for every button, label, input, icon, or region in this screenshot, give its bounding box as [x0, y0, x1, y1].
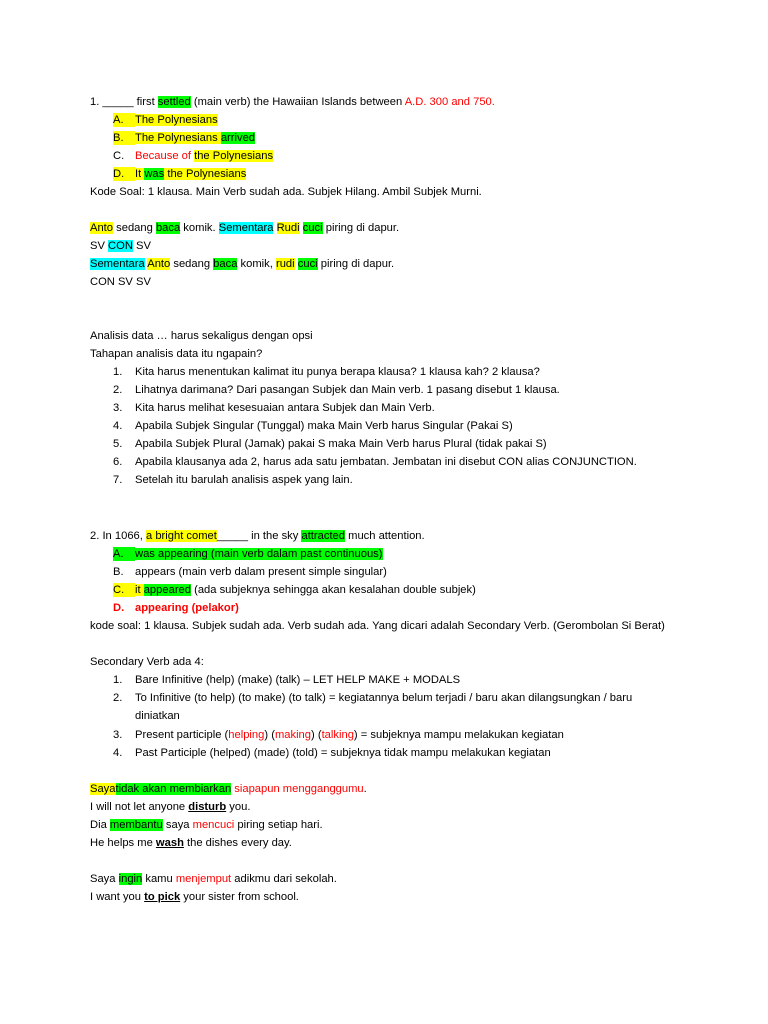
example4-en — [90, 890, 299, 904]
q1-a-label: A. — [113, 113, 135, 127]
secondary-n1: 1. — [113, 674, 123, 686]
e3-kamu: kamu — [142, 873, 176, 885]
secondary-item-2-cont: diniatkan — [135, 710, 180, 722]
q2-attracted: attracted — [301, 530, 346, 542]
secondary-t3-tail: ) = subjeknya mampu melakukan kegiatan — [353, 729, 564, 741]
e3-saya: Saya — [90, 873, 119, 885]
q1-d-text: the Polynesians — [167, 168, 247, 180]
e3-ingin: ingin — [118, 873, 143, 885]
analisis-step — [113, 383, 560, 397]
q2-c-label: C. — [113, 583, 135, 597]
e3-en-verb: to pick — [144, 891, 181, 903]
q2-c-tail: (ada subjeknya sehingga akan kesalahan double subjek) — [190, 584, 476, 596]
secondary-t1: Bare Infinitive (help) (make) (talk) – LET HELP MAKE + MODALS — [135, 674, 461, 686]
q1-prefix: 1. _____ first — [90, 96, 158, 108]
secondary-t4: Past Participle (helped) (made) (told) = subjeknya tidak mampu melakukan kegiatan — [135, 747, 551, 759]
analisis-step-number: 5. — [113, 438, 123, 450]
ex1-sv2: SV — [132, 240, 151, 252]
analisis-step-number: 1. — [113, 366, 123, 378]
example2-en — [90, 800, 250, 814]
q1-mid: (main verb) the Hawaiian Islands between — [190, 96, 405, 108]
q2-stem — [90, 529, 425, 543]
ex1-l3-sedang: sedang — [170, 258, 214, 270]
ex1-komik: komik. — [180, 222, 219, 234]
e1-dot: . — [363, 783, 367, 795]
e2-dia: Dia — [90, 819, 110, 831]
e1-en-verb: disturb — [188, 801, 227, 813]
analisis-step-number: 3. — [113, 402, 123, 414]
secondary-n4: 4. — [113, 747, 123, 759]
q1-c-because: Because of — [135, 150, 191, 162]
e3-en-pre: I want you — [90, 891, 145, 903]
secondary-title: Secondary Verb ada 4: — [90, 656, 204, 668]
ex1-l3-cuci: cuci — [297, 258, 318, 270]
q2-prefix: 2. In 1066, — [90, 530, 146, 542]
ex1-sedang: sedang — [113, 222, 156, 234]
q2-option-c — [113, 583, 476, 597]
analisis-step-text: Setelah itu barulah analisis aspek yang lain. — [135, 474, 353, 486]
q1-stem — [90, 95, 495, 109]
secondary-making: making — [274, 729, 312, 741]
analisis-step-number: 4. — [113, 420, 123, 432]
e2-mencuci: mencuci — [192, 819, 235, 831]
e3-en-tail: your sister from school. — [180, 891, 299, 903]
secondary-s2: ) ( — [311, 729, 322, 741]
e2-saya: saya — [162, 819, 193, 831]
analisis-step-text: Kita harus menentukan kalimat itu punya berapa klausa? 1 klausa kah? 2 klausa? — [135, 366, 540, 378]
ex1-l3-rudi: rudi — [275, 258, 295, 270]
analisis-step-text: Apabila Subjek Singular (Tunggal) maka Main Verb harus Singular (Pakai S) — [135, 420, 513, 432]
q1-b-text: The Polynesians — [135, 132, 218, 144]
example2-id — [90, 782, 367, 796]
q1-b-verb: arrived — [220, 132, 256, 144]
e1-tidak: tidak akan membiarkan — [115, 783, 232, 795]
analisis-step — [113, 473, 353, 487]
analisis-intro2: Tahapan analisis data itu ngapain? — [90, 348, 263, 360]
ex1-tail: piring di dapur. — [322, 222, 400, 234]
e2-en-tail: the dishes every day. — [183, 837, 292, 849]
analisis-step — [113, 437, 547, 451]
example1-pattern2: CON SV SV — [90, 276, 151, 288]
secondary-t2a: To Infinitive (to help) (to make) (to talk) = kegiatannya belum terjadi / baru akan dilangsungkan / baru — [135, 692, 633, 704]
q1-option-a — [113, 113, 218, 127]
analisis-step — [113, 455, 637, 469]
example1-line2 — [90, 257, 394, 271]
q1-option-d — [113, 167, 246, 181]
q1-c-text: the Polynesians — [194, 150, 274, 162]
analisis-step-text: Kita harus melihat kesesuaian antara Subjek dan Main Verb. — [135, 402, 435, 414]
e1-en-tail: you. — [226, 801, 251, 813]
analisis-step-number: 6. — [113, 456, 123, 468]
e2-en-pre: He helps me — [90, 837, 156, 849]
q2-kode: kode soal: 1 klausa. Subjek sudah ada. Verb sudah ada. Yang dicari adalah Secondary Verb. (Gerombolan Si Berat) — [90, 620, 665, 632]
q2-b-text: appears (main verb dalam present simple singular) — [135, 566, 387, 578]
q2-c-it: it — [135, 584, 141, 596]
q2-option-a — [113, 547, 383, 561]
ex1-baca: baca — [155, 222, 181, 234]
analisis-step-text: Lihatnya darimana? Dari pasangan Subjek dan Main verb. 1 pasang disebut 1 klausa. — [135, 384, 560, 396]
e2-tail: piring setiap hari. — [234, 819, 323, 831]
ex1-cuci: cuci — [302, 222, 323, 234]
ex1-anto: Anto — [90, 222, 114, 234]
q1-c-label: C. — [113, 150, 125, 162]
example4-id — [90, 872, 337, 886]
secondary-item-2 — [113, 691, 632, 705]
q1-d-it: It — [135, 168, 142, 180]
q1-a-text: The Polynesians — [135, 114, 218, 126]
analisis-step-number: 2. — [113, 384, 123, 396]
e3-menjemput: menjemput — [175, 873, 232, 885]
example1-line1 — [90, 221, 399, 235]
e2-en-verb: wash — [155, 837, 184, 849]
e1-en-pre: I will not let anyone — [90, 801, 189, 813]
q1-dates: A.D. 300 and 750. — [404, 96, 495, 108]
e1-saya: Saya — [90, 783, 116, 795]
example3-en — [90, 836, 292, 850]
q1-d-was: was — [144, 168, 165, 180]
e3-tail: adikmu dari sekolah. — [231, 873, 337, 885]
q2-c-appeared: appeared — [143, 584, 191, 596]
q1-option-c — [113, 149, 273, 163]
q1-settled: settled — [157, 96, 191, 108]
analisis-step-text: Apabila Subjek Plural (Jamak) pakai S maka Main Verb harus Plural (tidak pakai S) — [135, 438, 547, 450]
ex1-l3-komik: komik, — [237, 258, 276, 270]
q2-a-text: was appearing (main verb dalam past continuous) — [135, 548, 383, 560]
e1-red: siapapun mengganggumu — [234, 783, 364, 795]
q2-a-label: A. — [113, 547, 135, 561]
q2-b-label: B. — [113, 566, 124, 578]
secondary-item-4 — [113, 746, 551, 760]
analisis-step-number: 7. — [113, 474, 123, 486]
ex1-l3-sementara: Sementara — [90, 258, 145, 270]
q2-option-d — [113, 601, 239, 615]
secondary-item-3 — [113, 728, 564, 742]
q2-d-label: D. — [113, 602, 125, 614]
secondary-s1: ) ( — [264, 729, 275, 741]
q1-b-label: B. — [113, 131, 135, 145]
secondary-item-1 — [113, 673, 460, 687]
secondary-n3: 3. — [113, 729, 123, 741]
secondary-helping: helping — [228, 729, 265, 741]
ex1-l3-baca: baca — [213, 258, 238, 270]
analisis-step — [113, 401, 435, 415]
analisis-step — [113, 419, 513, 433]
ex1-rudi: Rudi — [276, 222, 300, 234]
secondary-talking: talking — [321, 729, 354, 741]
analisis-step — [113, 365, 540, 379]
analisis-step-text: Apabila klausanya ada 2, harus ada satu jembatan. Jembatan ini disebut CON alias CONJUNCTION. — [135, 456, 637, 468]
q2-option-b — [113, 565, 387, 579]
q2-tail: much attention. — [345, 530, 425, 542]
ex1-sv: SV — [90, 240, 109, 252]
ex1-con: CON — [108, 240, 133, 252]
ex1-l3-tail: piring di dapur. — [317, 258, 395, 270]
example1-pattern — [90, 239, 151, 253]
secondary-t3-pre: Present participle ( — [135, 729, 229, 741]
q1-option-b — [113, 131, 255, 145]
secondary-n2: 2. — [113, 692, 123, 704]
analisis-intro1: Analisis data … harus sekaligus dengan opsi — [90, 330, 313, 342]
q2-d-text: appearing (pelakor) — [135, 602, 239, 614]
example3-id — [90, 818, 323, 832]
q2-comet: a bright comet — [145, 530, 217, 542]
e2-membantu: membantu — [109, 819, 163, 831]
q1-d-label: D. — [113, 167, 135, 181]
q1-kode: Kode Soal: 1 klausa. Main Verb sudah ada. Subjek Hilang. Ambil Subjek Murni. — [90, 186, 482, 198]
ex1-l3-anto: Anto — [147, 258, 171, 270]
q2-blank: _____ in the sky — [216, 530, 302, 542]
ex1-sementara: Sementara — [218, 222, 274, 234]
